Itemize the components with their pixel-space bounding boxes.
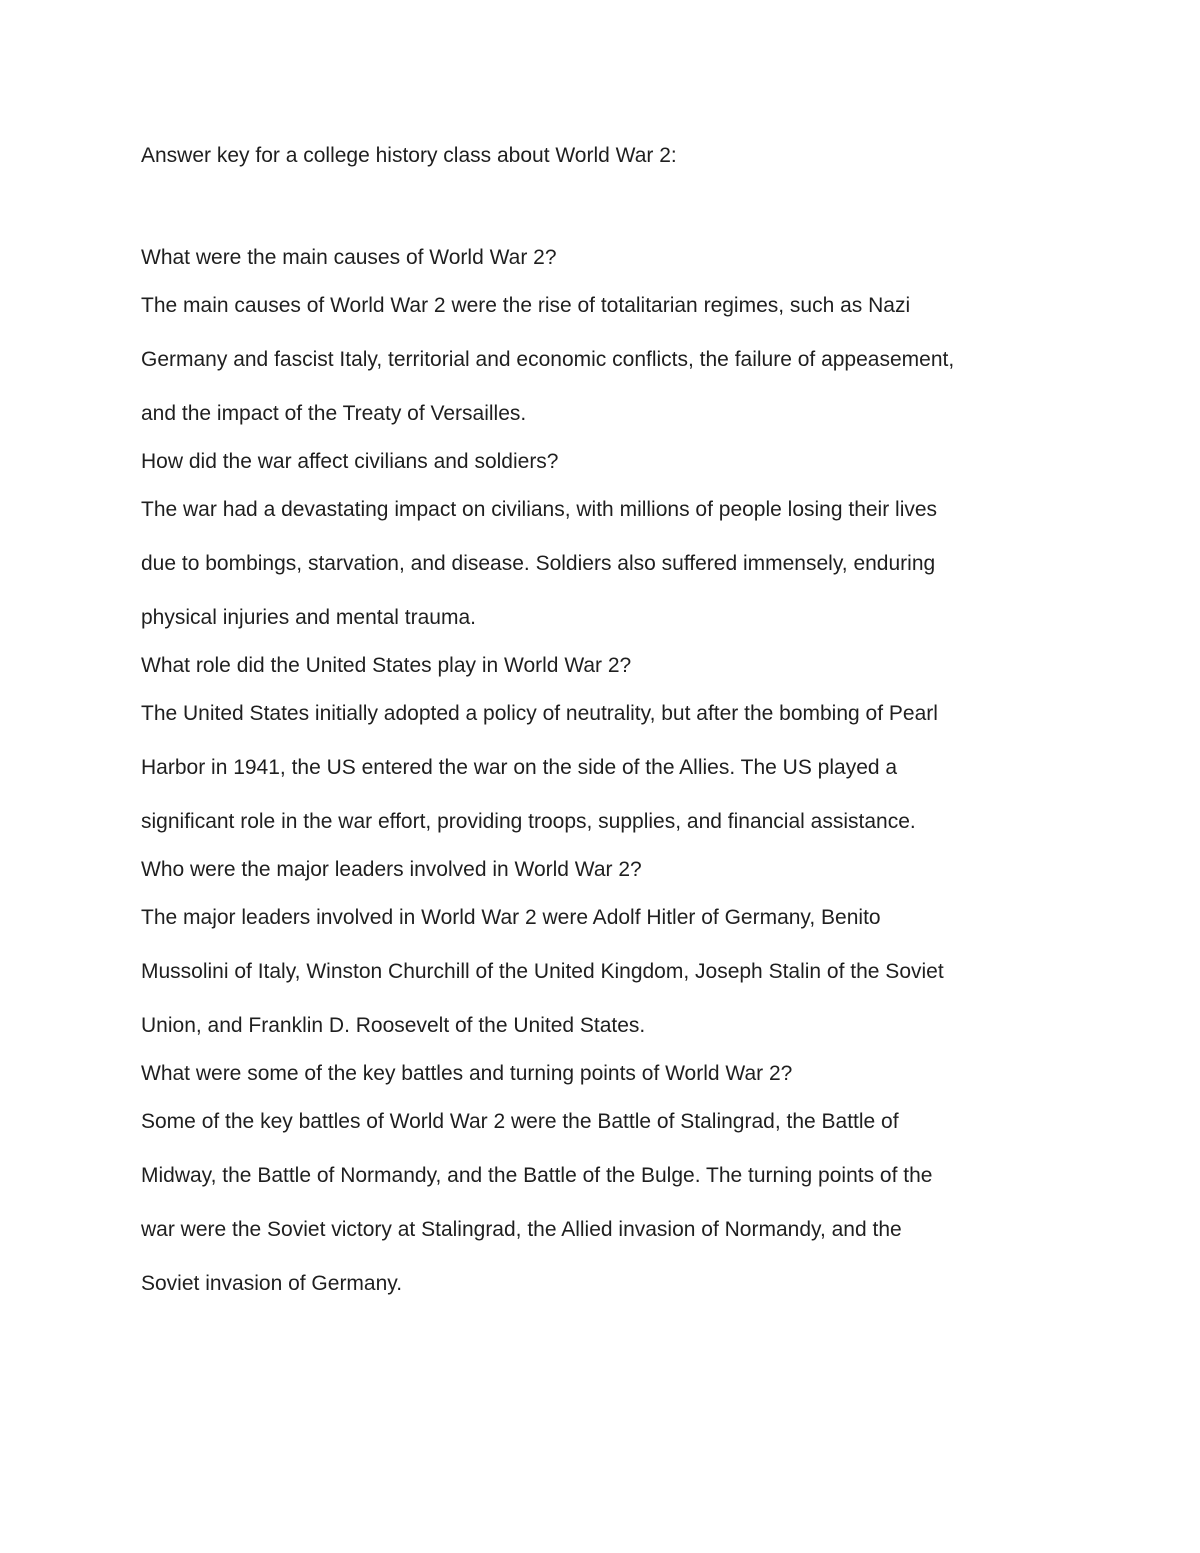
answer-line: The main causes of World War 2 were the rise of totalitarian regimes, such as Nazi — [141, 294, 911, 317]
answer-line: Some of the key battles of World War 2 were the Battle of Stalingrad, the Battle of — [141, 1110, 899, 1133]
answer-line: significant role in the war effort, providing troops, supplies, and financial assistance. — [141, 810, 916, 833]
answer-line: The war had a devastating impact on civilians, with millions of people losing their lives — [141, 498, 938, 521]
answer-line: Germany and fascist Italy, territorial and economic conflicts, the failure of appeasement, — [141, 348, 955, 371]
document-title: Answer key for a college history class about World War 2: — [141, 144, 677, 167]
answer-line: Midway, the Battle of Normandy, and the Battle of the Bulge. The turning points of the — [141, 1164, 933, 1187]
answer-line: Mussolini of Italy, Winston Churchill of the United Kingdom, Joseph Stalin of the Soviet — [141, 960, 944, 983]
answer-line: Soviet invasion of Germany. — [141, 1272, 403, 1295]
answer-line: Harbor in 1941, the US entered the war on the side of the Allies. The US played a — [141, 756, 898, 779]
answer-line: The major leaders involved in World War 2 were Adolf Hitler of Germany, Benito — [141, 906, 881, 929]
answer-5 — [141, 1104, 1071, 1302]
answer-1 — [141, 288, 1071, 432]
question-5: What were some of the key battles and turning points of World War 2? — [141, 1062, 793, 1085]
question-4: Who were the major leaders involved in World War 2? — [141, 858, 642, 881]
document-body — [141, 138, 1071, 1320]
answer-line: The United States initially adopted a policy of neutrality, but after the bombing of Pearl — [141, 702, 938, 725]
answer-line: physical injuries and mental trauma. — [141, 606, 476, 629]
answer-line: war were the Soviet victory at Stalingrad, the Allied invasion of Normandy, and the — [141, 1218, 902, 1241]
answer-line: Union, and Franklin D. Roosevelt of the United States. — [141, 1014, 646, 1037]
question-2: How did the war affect civilians and soldiers? — [141, 450, 559, 473]
answer-line: due to bombings, starvation, and disease. Soldiers also suffered immensely, enduring — [141, 552, 936, 575]
answer-4 — [141, 900, 1071, 1044]
answer-3 — [141, 696, 1071, 840]
answer-2 — [141, 492, 1071, 636]
question-3: What role did the United States play in World War 2? — [141, 654, 632, 677]
question-1: What were the main causes of World War 2? — [141, 246, 557, 269]
answer-line: and the impact of the Treaty of Versailles. — [141, 402, 527, 425]
